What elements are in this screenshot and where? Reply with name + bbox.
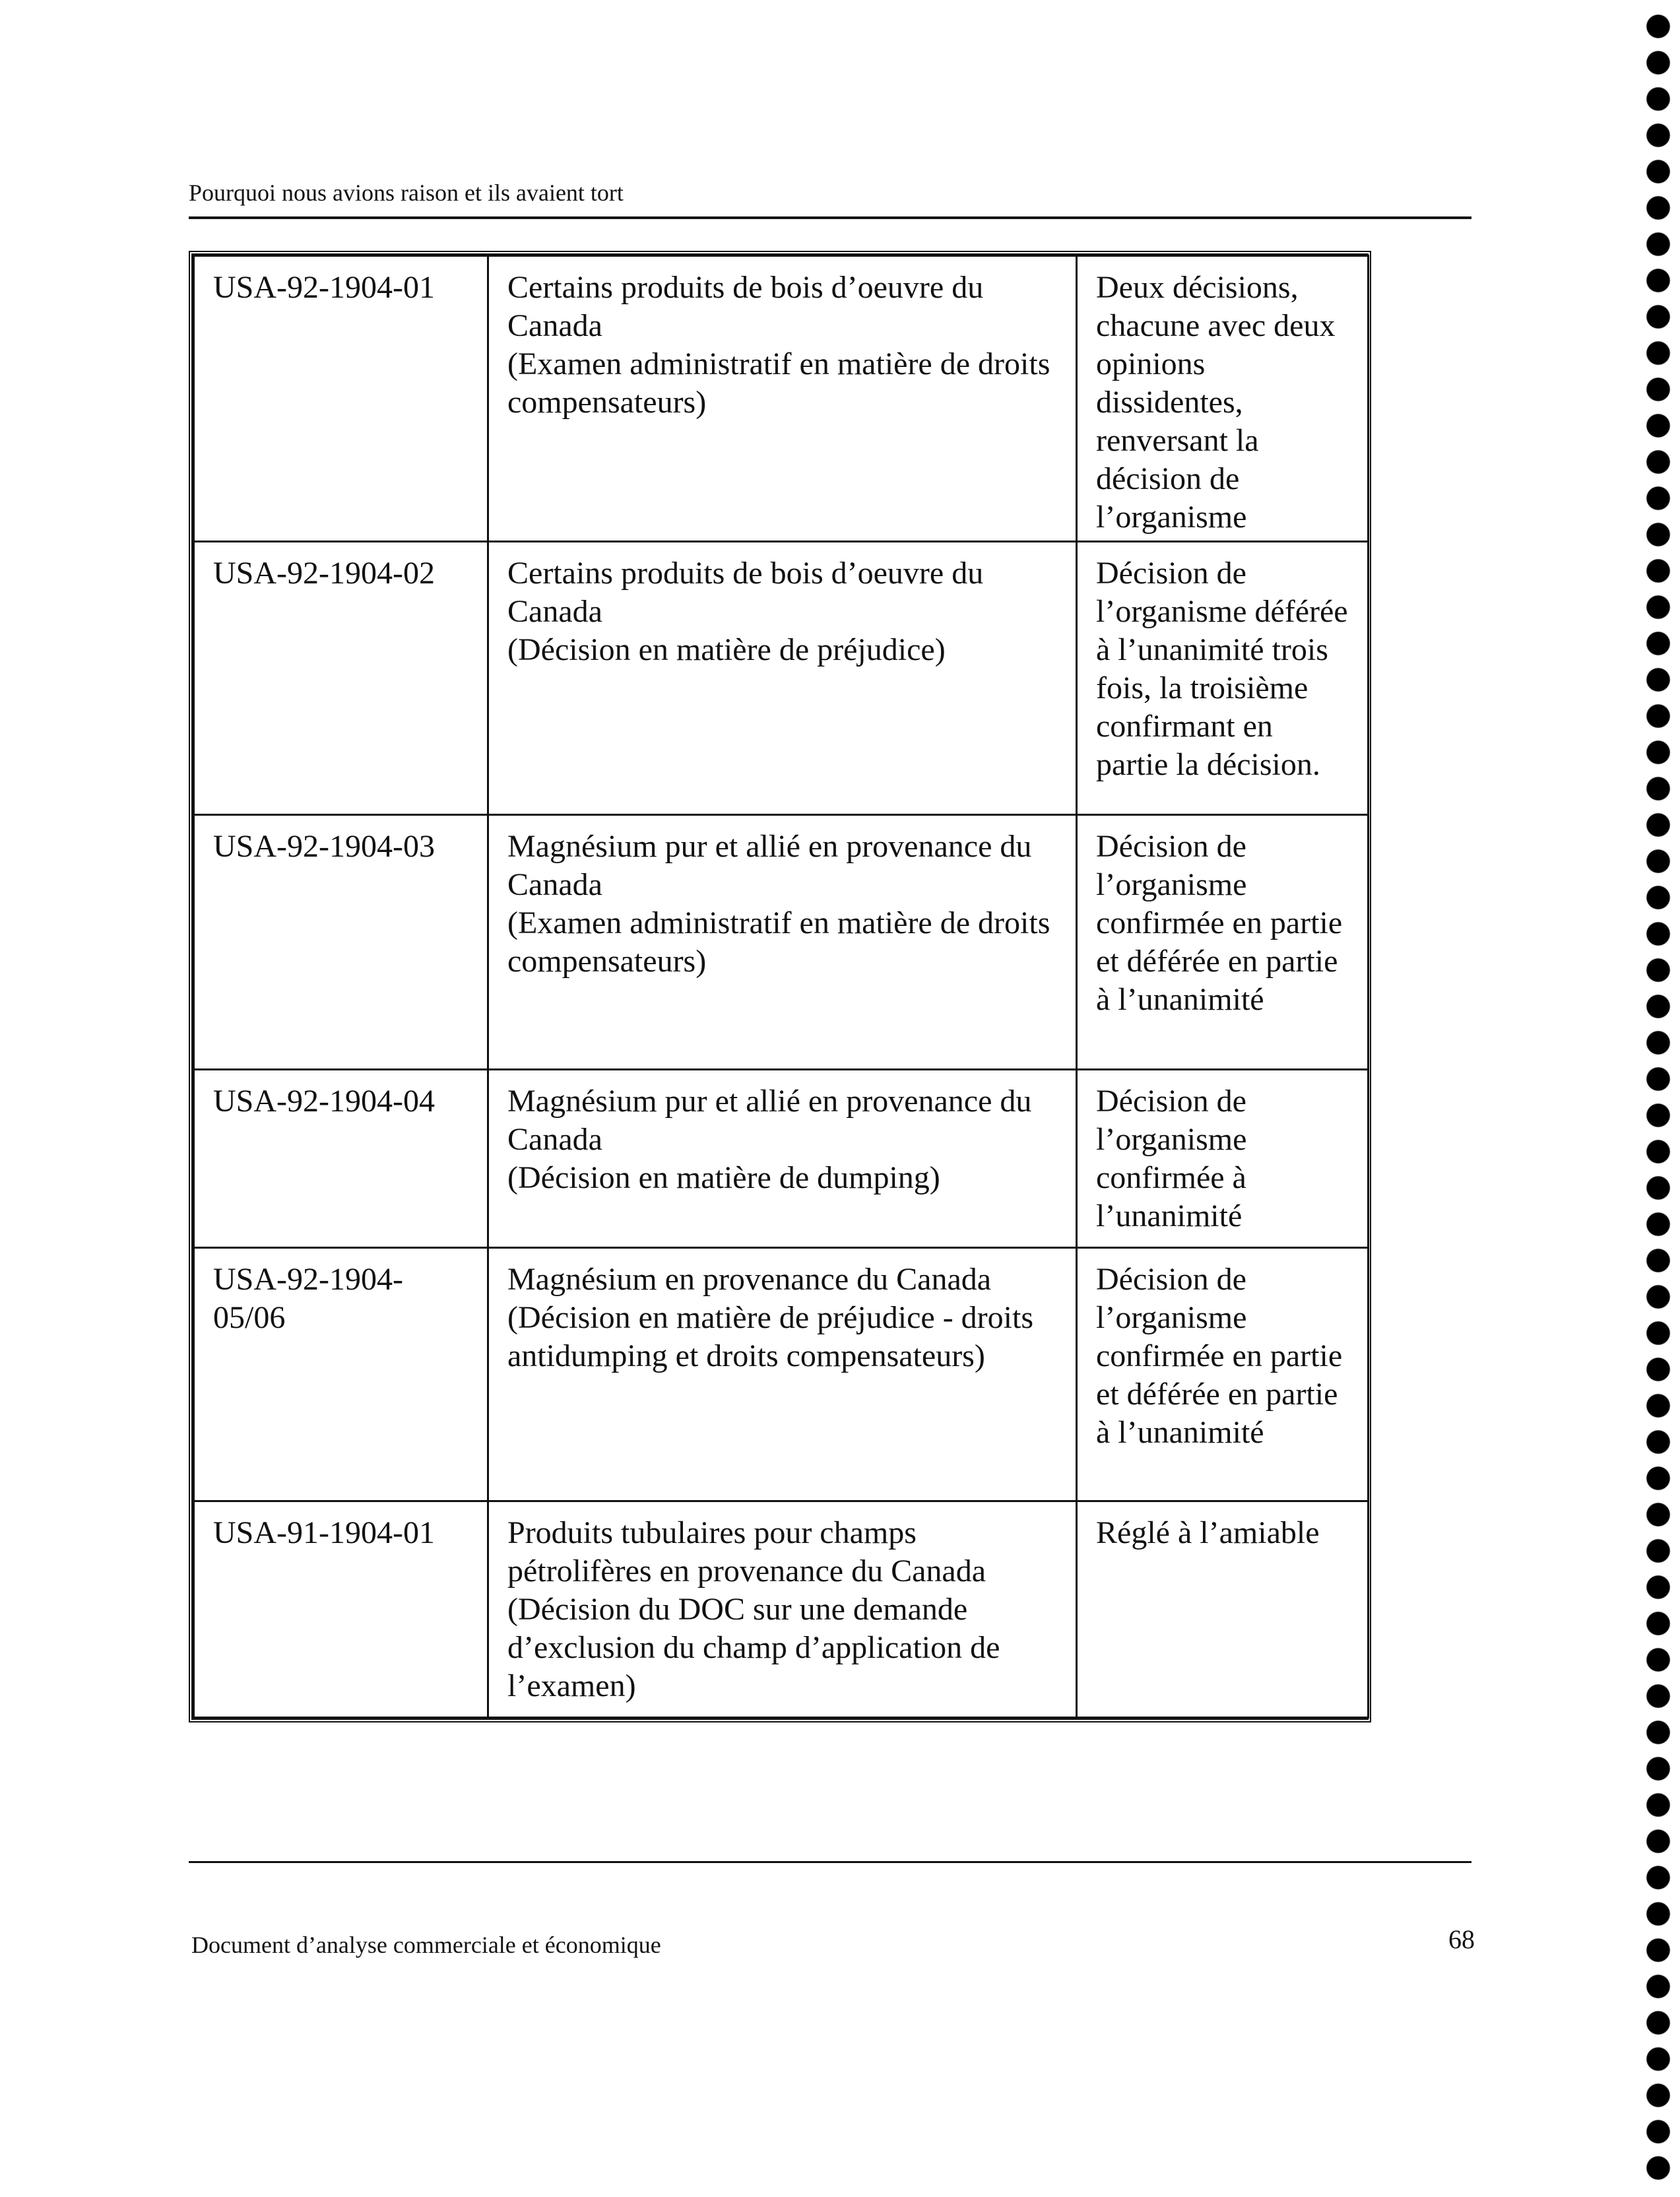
case-id-cell bbox=[194, 256, 488, 542]
running-header: Pourquoi nous avions raison et ils avaient tort bbox=[189, 180, 624, 206]
outcome-cell bbox=[1077, 256, 1369, 542]
case-id: USA-92-1904-04 bbox=[213, 1084, 435, 1119]
case-id-cell bbox=[194, 1070, 488, 1248]
table-row bbox=[194, 256, 1369, 542]
outcome-text: Décision de l’organisme confirmée en partie et déférée en partie à l’unanimité bbox=[1096, 1262, 1343, 1450]
table-row bbox=[194, 1501, 1369, 1718]
case-id-cell bbox=[194, 1501, 488, 1718]
case-id-cell bbox=[194, 815, 488, 1070]
table-row bbox=[194, 1248, 1369, 1501]
ruling-table bbox=[193, 255, 1369, 1719]
review-type: (Décision en matière de préjudice) bbox=[507, 632, 946, 667]
review-type: (Examen administratif en matière de droits compensateurs) bbox=[507, 905, 1050, 979]
review-type: (Décision en matière de préjudice - droits antidumping et droits compensateurs) bbox=[507, 1300, 1034, 1373]
description-cell bbox=[488, 815, 1077, 1070]
outcome-text: Décision de l’organisme confirmée en partie et déférée en partie à l’unanimité bbox=[1096, 829, 1343, 1017]
binding-holes-decoration bbox=[1645, 13, 1671, 2191]
product-description: Produits tubulaires pour champs pétrolifères en provenance du Canada bbox=[507, 1515, 986, 1589]
case-id-cell bbox=[194, 1248, 488, 1501]
product-description: Magnésium pur et allié en provenance du Canada bbox=[507, 829, 1032, 902]
product-description: Certains produits de bois d’oeuvre du Canada bbox=[507, 270, 984, 343]
product-description: Magnésium pur et allié en provenance du Canada bbox=[507, 1084, 1032, 1157]
product-description: Magnésium en provenance du Canada bbox=[507, 1262, 992, 1297]
table-row bbox=[194, 815, 1369, 1070]
review-type: (Décision en matière de dumping) bbox=[507, 1160, 940, 1195]
running-footer: Document d’analyse commerciale et économique bbox=[191, 1932, 661, 1958]
table-row bbox=[194, 1070, 1369, 1248]
case-id: USA-91-1904-01 bbox=[213, 1515, 435, 1550]
header-rule bbox=[189, 216, 1471, 219]
outcome-cell bbox=[1077, 1248, 1369, 1501]
case-id: USA-92-1904-02 bbox=[213, 556, 435, 591]
case-id: USA-92-1904-01 bbox=[213, 270, 435, 305]
description-cell bbox=[488, 542, 1077, 815]
page-number: 68 bbox=[1448, 1924, 1475, 1954]
description-cell bbox=[488, 1070, 1077, 1248]
table-row bbox=[194, 542, 1369, 815]
review-type: (Décision du DOC sur une demande d’exclusion du champ d’application de l’examen) bbox=[507, 1592, 1000, 1703]
case-id: USA-92-1904-05/06 bbox=[213, 1262, 403, 1335]
case-id: USA-92-1904-03 bbox=[213, 829, 435, 864]
outcome-cell bbox=[1077, 815, 1369, 1070]
description-cell bbox=[488, 1501, 1077, 1718]
product-description: Certains produits de bois d’oeuvre du Canada bbox=[507, 556, 984, 629]
ruling-table-frame bbox=[189, 251, 1371, 1722]
outcome-cell bbox=[1077, 1070, 1369, 1248]
review-type: (Examen administratif en matière de droits compensateurs) bbox=[507, 346, 1050, 420]
outcome-text: Décision de l’organisme confirmée à l’unanimité bbox=[1096, 1084, 1247, 1233]
outcome-cell bbox=[1077, 542, 1369, 815]
outcome-text: Réglé à l’amiable bbox=[1096, 1515, 1320, 1550]
outcome-text: Décision de l’organisme déférée à l’unanimité trois fois, la troisième confirmant en partie la décision. bbox=[1096, 556, 1348, 782]
description-cell bbox=[488, 1248, 1077, 1501]
case-id-cell bbox=[194, 542, 488, 815]
outcome-cell bbox=[1077, 1501, 1369, 1718]
description-cell bbox=[488, 256, 1077, 542]
footer-rule bbox=[189, 1861, 1471, 1863]
outcome-text: Deux décisions, chacune avec deux opinions dissidentes, renversant la décision de l’organisme bbox=[1096, 270, 1336, 535]
